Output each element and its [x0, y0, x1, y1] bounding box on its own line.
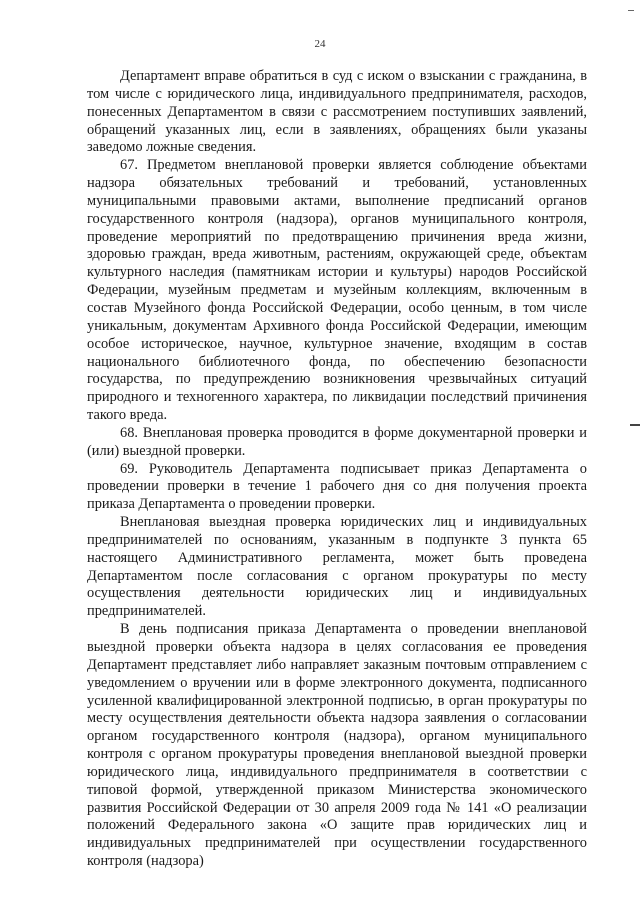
document-body — [87, 68, 587, 871]
paragraph-69-order-signing: 69. Руководитель Департамента подписывает приказ Департамента о проведении проверки в течение 1 рабочего дня со дня получения проекта приказа Департамента о проведении проверки. — [87, 460, 587, 513]
paragraph-approval-procedure: В день подписания приказа Департамента о проведении внеплановой выездной проверки объекта надзора в целях согласования ее проведения Департамент представляет либо направляет заказным почтовым отправлением с уведомлением о вручении или в форме электронного документа, подписанного усиленной квалифицированной электронной подписью, в орган прокуратуры по месту осуществления деятельности объекта надзора заявления о согласовании органом государственного контроля (надзора), органом муниципального контроля с органом прокуратуры проведения внеплановой выездной проверки юридического лица, индивидуального предпринимателя в соответствии с типовой формой, утвержденной приказом Министерства экономического развития Российской Федерации от 30 апреля 2009 года № 141 «О реализации положений Федерального закона «О защите прав юридических лиц и индивидуальных предпринимателей при осуществлении государственного контроля (надзора) — [87, 621, 587, 870]
scan-edge-mark — [630, 424, 640, 426]
page-number: 24 — [314, 38, 326, 50]
scan-artifact-mark — [628, 10, 634, 11]
paragraph-68-inspection-form: 68. Внеплановая проверка проводится в форме документарной проверки и (или) выездной проверки. — [87, 424, 587, 459]
paragraph-prosecutor-approval: Внеплановая выездная проверка юридических лиц и индивидуальных предпринимателей по основаниям, указанным в подпункте 3 пункта 65 настоящего Административного регламента, может быть проведена Департаментом после согласования с органом прокуратуры по месту осуществления деятельности юридических лиц и индивидуальных предпринимателей. — [87, 514, 587, 620]
paragraph-67-subject-of-inspection: 67. Предметом внеплановой проверки является соблюдение объектами надзора обязательных требований и требований, установленных муниципальными правовыми актами, выполнение предписаний органов государственного контроля (надзора), органов муниципального контроля, проведение мероприятий по предотвращению причинения вреда жизни, здоровью граждан, вреда животным, растениям, окружающей среде, объектам культурного наследия (памятникам истории и культуры) народов Российской Федерации, музейным предметам и музейным коллекциям, включенным в состав Музейного фонда Российской Федерации, особо ценным, в том числе уникальным, документам Архивного фонда Российской Федерации, имеющим особое историческое, научное, культурное значение, входящим в состав национального библиотечного фонда, по обеспечению безопасности государства, по предупреждению возникновения чрезвычайных ситуаций природного и техногенного характера, по ликвидации последствий причинения такого вреда. — [87, 157, 587, 424]
paragraph-court-claim: Департамент вправе обратиться в суд с иском о взыскании с гражданина, в том числе с юридического лица, индивидуального предпринимателя, расходов, понесенных Департаментом в связи с рассмотрением поступивших заявлений, обращений указанных лиц, если в заявлениях, обращениях были указаны заведомо ложные сведения. — [87, 68, 587, 156]
